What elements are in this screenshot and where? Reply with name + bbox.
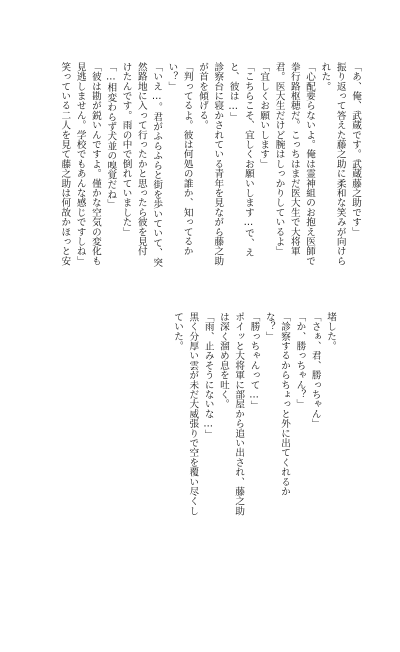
text-line: 「さぁ、君、勝っちゃん」 xyxy=(309,312,321,429)
text-line: 君。医大生だけど腕はしっかりしているよ」 xyxy=(273,62,285,256)
text-line: 「こちらこそ、宜しくお願いします…で、え xyxy=(242,62,254,258)
text-line: 笑っている二人を見て藤之助は何故かほっと安 xyxy=(59,62,71,266)
text-line: は深く溜め息を吐く。 xyxy=(217,312,229,409)
text-column-left xyxy=(172,312,338,652)
text-line: い？」 xyxy=(166,62,178,92)
text-line: 「判ってるよ。彼は何処の誰か、知ってるか xyxy=(181,62,193,256)
text-line: 「か、勝っちゃん？」 xyxy=(294,312,306,409)
text-line: 診察台に寝かされている青年を見ながら藤之助 xyxy=(212,62,224,266)
text-line: 黒く分厚い雲が未だ大威張りで空を覆い尽くし xyxy=(187,312,199,516)
text-line: 拳行路枢穂だ。こっちはまだ医大生で大将軍 xyxy=(288,62,300,256)
text-line: 「心配要らないよ。俺は霊神組のお抱え医師で xyxy=(304,62,316,266)
text-line: 見逃しません。学校でもあんな感じですしね」 xyxy=(74,62,86,266)
text-line: 堵した。 xyxy=(325,312,336,351)
text-line: な？」 xyxy=(263,312,275,342)
text-line: 「彼は勘が鋭いんですよ。僅かな空気の変化も xyxy=(89,62,101,266)
text-line: ポイッと大将軍に部屋から追い出され、藤之助 xyxy=(233,312,245,516)
text-line: 「あ、俺、武蔵です。武蔵藤之助です」 xyxy=(350,62,361,237)
text-line: 「雨、止みそうにないな…」 xyxy=(202,312,214,440)
text-line: 振り返って答えた藤之助に柔和な笑みが向けら xyxy=(334,62,346,266)
text-line: ていた。 xyxy=(172,312,184,351)
text-line: が首を傾げる。 xyxy=(197,62,209,130)
text-line: と、彼は…」 xyxy=(227,62,239,122)
text-line: れた。 xyxy=(319,62,331,92)
text-line: けたんです。雨の中で倒れていました」 xyxy=(120,62,132,237)
text-line: 「勝っちゃんって…」 xyxy=(248,312,260,411)
text-line: 「診察するからちょっと外に出てくれるか xyxy=(279,312,291,497)
text-line: 「宜しくお願いします」 xyxy=(258,62,270,169)
text-line: 「…相変わらず犬並の嗅覚だね」 xyxy=(105,62,117,209)
text-line: 「いえ…。君がふらふらと街を歩いていて、突 xyxy=(151,62,163,268)
text-line: 然路地に入って行ったかと思ったら彼を見付 xyxy=(135,62,147,256)
